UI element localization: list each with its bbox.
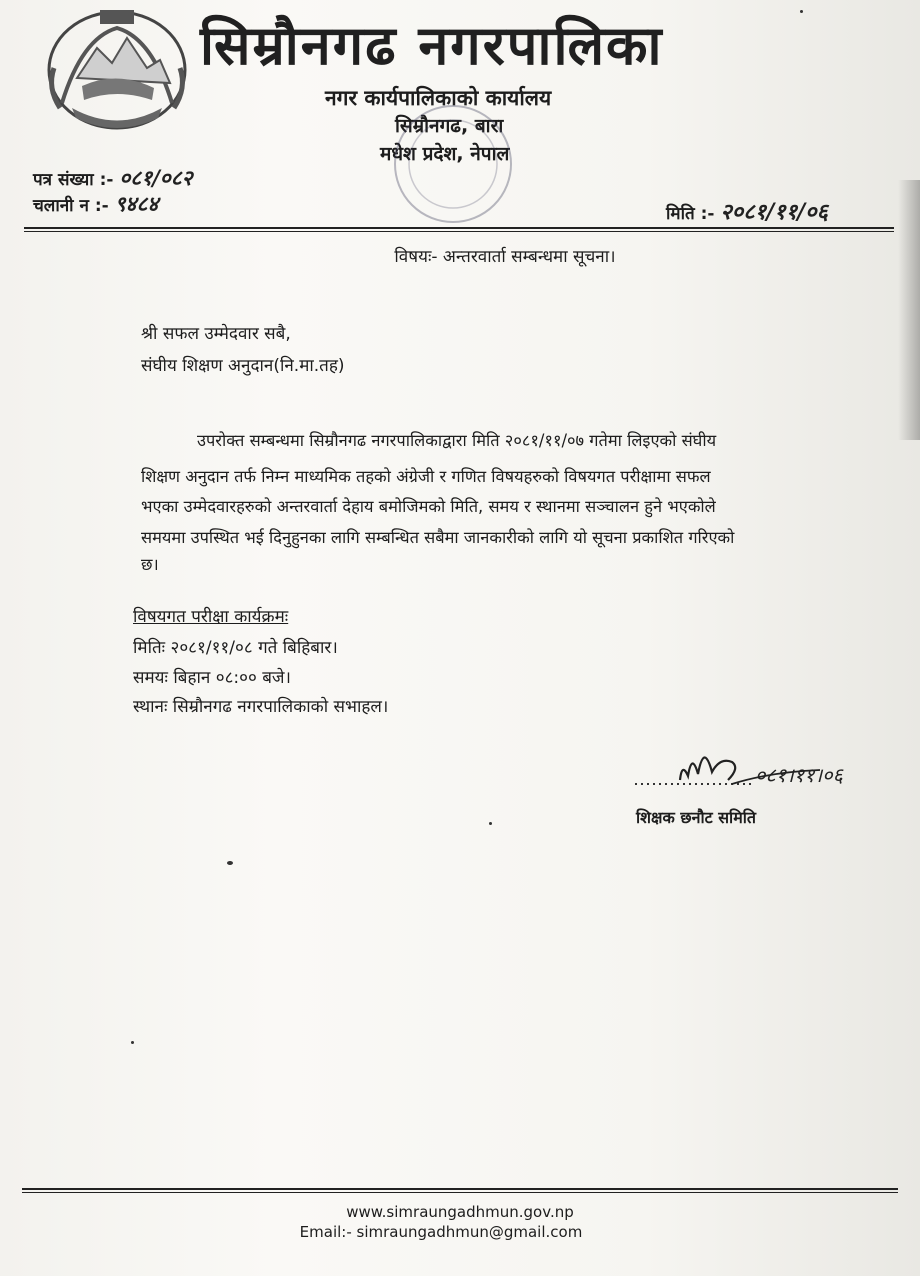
header-divider <box>24 227 894 229</box>
footer-website: www.simraungadhmun.gov.np <box>346 1203 574 1221</box>
schedule-heading: विषयगत परीक्षा कार्यक्रमः <box>133 607 289 627</box>
nepal-emblem-icon <box>42 8 192 133</box>
letter-number-value: ०८१/०८२ <box>119 165 193 190</box>
footer-divider <box>22 1188 898 1190</box>
date-label: मिति :- <box>666 204 715 224</box>
body-line: छ। <box>141 555 159 574</box>
handwritten-signature <box>620 732 890 802</box>
scan-speck <box>227 861 233 865</box>
page-edge-shadow <box>898 180 920 440</box>
body-line: भएका उम्मेदवारहरुको अन्तरवार्ता देहाय बमोजिमको मिति, समय र स्थानमा सञ्चालन हुने भएकोले <box>141 497 716 516</box>
office-location: सिम्रौनगढ, बारा <box>395 115 504 137</box>
office-stamp-icon <box>368 96 538 226</box>
dispatch-number-value: ९४८४ <box>114 191 159 216</box>
scan-speck <box>800 10 803 13</box>
body-line: उपरोक्त सम्बन्धमा सिम्रौनगढ नगरपालिकाद्वारा मिति २०८१/११/०७ गतेमा लिइएको संघीय <box>197 431 717 450</box>
schedule-venue: स्थानः सिम्रौनगढ नगरपालिकाको सभाहल। <box>133 697 389 717</box>
addressee-line-1: श्री सफल उम्मेदवार सबै, <box>141 324 291 344</box>
letter-number-row <box>33 164 193 192</box>
header-divider-thin <box>24 231 894 232</box>
dispatch-number-row <box>33 190 158 218</box>
signatory-title: शिक्षक छनौट समिति <box>636 808 757 827</box>
schedule-date: मितिः २०८१/११/०८ गते बिहिबार। <box>133 638 338 658</box>
office-name: नगर कार्यपालिकाको कार्यालय <box>325 86 552 110</box>
signature-date: ०८१।११।०६ <box>755 763 843 787</box>
date-row <box>666 196 828 226</box>
body-line: समयमा उपस्थित भई दिनुहुनका लागि सम्बन्धित सबैमा जानकारीको लागि यो सूचना प्रकाशित गरिएको <box>141 528 735 547</box>
scan-speck <box>131 1041 134 1044</box>
letter-number-label: पत्र संख्या :- <box>33 170 114 190</box>
scan-speck <box>489 822 492 825</box>
body-line: शिक्षण अनुदान तर्फ निम्न माध्यमिक तहको अंग्रेजी र गणित विषयहरुको विषयगत परीक्षामा सफल <box>141 467 711 486</box>
date-value: २०८१/११/०६ <box>720 199 828 225</box>
office-province: मधेश प्रदेश, नेपाल <box>380 143 510 165</box>
dispatch-number-label: चलानी न :- <box>33 196 109 216</box>
addressee-line-2: संघीय शिक्षण अनुदान(नि.मा.तह) <box>141 356 345 376</box>
footer-divider-thin <box>22 1192 898 1193</box>
municipality-title: सिम्रौनगढ नगरपालिका <box>200 14 664 77</box>
subject-line: विषयः- अन्तरवार्ता सम्बन्धमा सूचना। <box>394 247 616 267</box>
schedule-time: समयः बिहान ०८:०० बजे। <box>133 668 291 688</box>
footer-email: Email:- simraungadhmun@gmail.com <box>299 1223 583 1241</box>
